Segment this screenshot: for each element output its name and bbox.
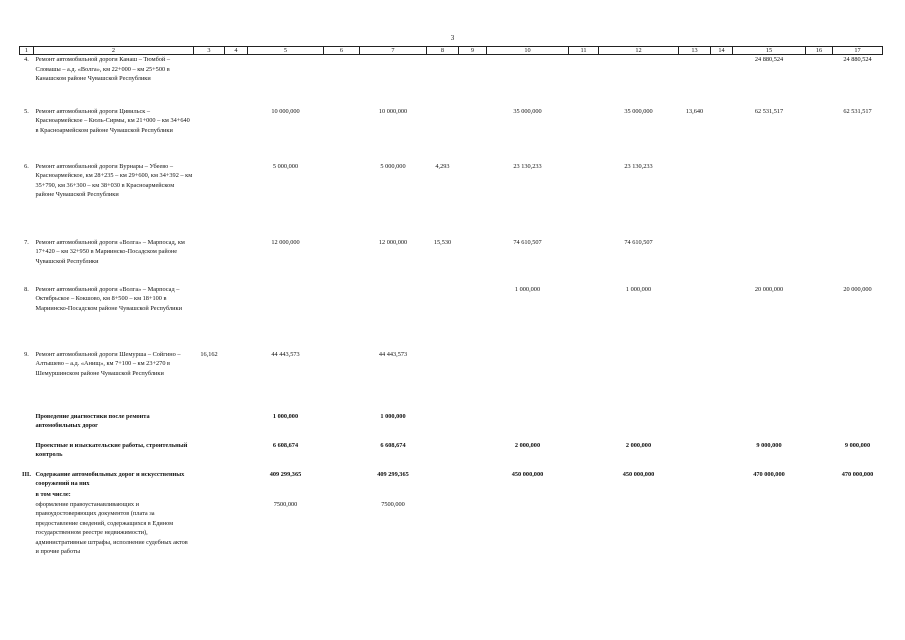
row-description: Ремонт автомобильной дороги Вурнары – Убеево – Красноармейское, км 28+235 – км 29+600, км 34+392 – км 35+790, км 36+300 – км 38+030 в Красноармейском районе Чувашской Республики <box>35 162 193 199</box>
cell-col-15: 470 000,000 <box>753 470 785 478</box>
cell-col-11 <box>569 55 599 107</box>
cell-col-7 <box>360 55 427 107</box>
cell-col-16 <box>806 162 833 238</box>
column-number-3: 3 <box>194 47 225 55</box>
cell-col-9 <box>459 285 487 350</box>
cell-col-15: 20 000,000 <box>754 285 784 293</box>
cell-col-4 <box>225 470 248 490</box>
cell-col-17: 62 531,517 <box>843 107 872 115</box>
cell-col-12: 1 000,000 <box>625 285 652 293</box>
row-index <box>20 500 34 580</box>
row-index <box>20 412 34 441</box>
cell-col-4 <box>225 285 248 350</box>
cell-col-7: 12 000,000 <box>378 238 408 246</box>
cell-col-9 <box>459 500 487 580</box>
cell-col-16 <box>806 500 833 580</box>
column-number-15: 15 <box>733 47 806 55</box>
cell-col-15 <box>733 350 806 412</box>
cell-col-10: 1 000,000 <box>514 285 541 293</box>
column-number-13: 13 <box>679 47 711 55</box>
cell-col-9 <box>459 350 487 412</box>
cell-col-14 <box>711 412 733 441</box>
cell-col-12: 450 000,000 <box>622 470 655 478</box>
cell-col-17 <box>833 490 883 500</box>
cell-col-14 <box>711 470 733 490</box>
cell-col-5 <box>248 285 324 350</box>
row-index: III. <box>22 470 31 478</box>
cell-col-8 <box>427 412 459 441</box>
cell-col-3 <box>194 490 225 500</box>
cell-col-16 <box>806 55 833 107</box>
cell-col-10 <box>487 55 569 107</box>
cell-col-11 <box>569 350 599 412</box>
cell-col-5: 44 443,573 <box>271 350 300 358</box>
cell-col-6 <box>324 55 360 107</box>
column-number-12: 12 <box>599 47 679 55</box>
cell-col-8 <box>427 441 459 470</box>
cell-col-4 <box>225 107 248 162</box>
row-index <box>20 490 34 500</box>
cell-col-16 <box>806 107 833 162</box>
cell-col-3 <box>194 412 225 441</box>
cell-col-5: 12 000,000 <box>271 238 300 246</box>
cell-col-7: 1 000,000 <box>380 412 406 420</box>
cell-col-6 <box>324 490 360 500</box>
cell-col-14 <box>711 162 733 238</box>
table-row <box>20 470 883 490</box>
cell-col-11 <box>569 441 599 470</box>
row-description: Ремонт автомобильной дороги Цивильск – Красноармейское – Кюль-Сирмы, км 21+000 – км 34+640 в Красноармейском районе Чувашской Республики <box>35 107 190 134</box>
cell-col-6 <box>324 470 360 490</box>
cell-col-13 <box>679 470 711 490</box>
cell-col-14 <box>711 285 733 350</box>
cell-col-12: 35 000,000 <box>624 107 653 115</box>
cell-col-13 <box>679 412 711 441</box>
cell-col-5 <box>248 55 324 107</box>
cell-col-13 <box>679 162 711 238</box>
cell-col-14 <box>711 490 733 500</box>
column-number-17: 17 <box>833 47 883 55</box>
cell-col-12: 23 130,233 <box>624 162 653 170</box>
column-number-11: 11 <box>569 47 599 55</box>
cell-col-3 <box>194 470 225 490</box>
cell-col-11 <box>569 162 599 238</box>
column-number-2: 2 <box>34 47 194 55</box>
cell-col-8 <box>427 500 459 580</box>
cell-col-14 <box>711 55 733 107</box>
cell-col-9 <box>459 412 487 441</box>
cell-col-16 <box>806 350 833 412</box>
cell-col-11 <box>569 470 599 490</box>
cell-col-8 <box>427 285 459 350</box>
cell-col-6 <box>324 107 360 162</box>
cell-col-11 <box>569 238 599 285</box>
cell-col-16 <box>806 490 833 500</box>
cell-col-16 <box>806 238 833 285</box>
column-number-16: 16 <box>806 47 833 55</box>
cell-col-10: 23 130,233 <box>513 162 542 170</box>
cell-col-14 <box>711 107 733 162</box>
cell-col-4 <box>225 500 248 580</box>
cell-col-13 <box>679 441 711 470</box>
cell-col-5 <box>248 490 324 500</box>
cell-col-16 <box>806 441 833 470</box>
cell-col-15 <box>733 162 806 238</box>
cell-col-9 <box>459 470 487 490</box>
page-number: 3 <box>450 34 455 42</box>
cell-col-16 <box>806 470 833 490</box>
cell-col-10 <box>487 500 569 580</box>
cell-col-15: 62 531,517 <box>754 107 784 115</box>
row-description: Ремонт автомобильной дороги Канаш – Тюмбой – Словашы – а.д. «Волга», км 22+000 – км 25+500 в Канашском районе Чувашской Республики <box>35 56 171 83</box>
cell-col-17: 24 880,524 <box>843 56 872 63</box>
column-number-10: 10 <box>487 47 569 55</box>
cell-col-3 <box>194 285 225 350</box>
cell-col-4 <box>225 55 248 107</box>
budget-table <box>19 46 883 580</box>
column-number-7: 7 <box>360 47 427 55</box>
table-row <box>20 285 883 350</box>
cell-col-12: 2 000,000 <box>625 441 652 449</box>
cell-col-12: 74 610,507 <box>624 238 653 246</box>
row-index: 9. <box>24 350 29 358</box>
cell-col-13: 13,640 <box>685 107 704 115</box>
cell-col-10 <box>487 490 569 500</box>
column-number-6: 6 <box>324 47 360 55</box>
cell-col-17 <box>833 350 883 412</box>
table-row <box>20 412 883 441</box>
cell-col-17 <box>833 162 883 238</box>
cell-col-14 <box>711 238 733 285</box>
cell-col-8 <box>427 490 459 500</box>
cell-col-4 <box>225 162 248 238</box>
row-index: 8. <box>24 285 29 293</box>
cell-col-4 <box>225 350 248 412</box>
cell-col-9 <box>459 490 487 500</box>
row-description: Ремонт автомобильной дороги «Волга» – Марпосад – Октябрьское – Кокшово, км 8+500 – км 18+100 в Мариинско-Посадском районе Чувашской Республики <box>35 285 182 312</box>
cell-col-8: 15,530 <box>433 238 452 246</box>
cell-col-14 <box>711 350 733 412</box>
column-number-row <box>20 47 883 55</box>
cell-col-5: 1 000,000 <box>272 412 299 420</box>
cell-col-12 <box>599 55 679 107</box>
cell-col-3 <box>194 162 225 238</box>
cell-col-10 <box>487 412 569 441</box>
cell-col-7 <box>360 285 427 350</box>
cell-col-9 <box>459 441 487 470</box>
cell-col-17 <box>833 238 883 285</box>
cell-col-4 <box>225 412 248 441</box>
table-row <box>20 162 883 238</box>
cell-col-3 <box>194 441 225 470</box>
row-index: 4. <box>24 56 29 63</box>
row-index <box>20 441 34 470</box>
cell-col-8 <box>427 55 459 107</box>
cell-col-3 <box>194 107 225 162</box>
cell-col-16 <box>806 285 833 350</box>
row-description: Проектные и изыскательские работы, строительный контроль <box>35 441 188 459</box>
row-description: Проведение диагностики после ремонта автомобильных дорог <box>35 412 150 430</box>
cell-col-7: 10 000,000 <box>378 107 408 115</box>
cell-col-4 <box>225 490 248 500</box>
cell-col-7: 7500,000 <box>381 500 405 508</box>
cell-col-9 <box>459 238 487 285</box>
cell-col-8 <box>427 470 459 490</box>
cell-col-10: 2 000,000 <box>514 441 541 449</box>
table-row <box>20 441 883 470</box>
cell-col-6 <box>324 441 360 470</box>
row-description: Содержание автомобильных дорог и искусственных сооружений на них <box>35 470 185 488</box>
column-number-4: 4 <box>225 47 248 55</box>
cell-col-7: 409 299,365 <box>377 470 409 478</box>
cell-col-15 <box>733 412 806 441</box>
cell-col-11 <box>569 412 599 441</box>
cell-col-13 <box>679 490 711 500</box>
cell-col-3: 16,162 <box>200 350 218 358</box>
cell-col-6 <box>324 162 360 238</box>
cell-col-12 <box>599 490 679 500</box>
cell-col-10: 450 000,000 <box>511 470 544 478</box>
cell-col-7 <box>360 490 427 500</box>
cell-col-6 <box>324 500 360 580</box>
row-index: 5. <box>24 107 29 115</box>
cell-col-12 <box>599 350 679 412</box>
cell-col-10: 74 610,507 <box>513 238 542 246</box>
cell-col-13 <box>679 238 711 285</box>
cell-col-6 <box>324 285 360 350</box>
cell-col-6 <box>324 350 360 412</box>
cell-col-5: 409 299,365 <box>269 470 302 478</box>
cell-col-10 <box>487 350 569 412</box>
cell-col-11 <box>569 500 599 580</box>
row-description: Ремонт автомобильной дороги «Волга» – Марпосад, км 17+420 – км 32+950 в Мариинско-Посадском районе Чувашской Республики <box>35 238 185 265</box>
table-row <box>20 500 883 580</box>
cell-col-16 <box>806 412 833 441</box>
row-index: 6. <box>24 162 29 170</box>
row-description: оформление правоустанавливающих и правоудостоверяющих документов (плата за предоставление сведений, содержащихся в Едином государственном реестре недвижимости), административные штрафы, исполнение судебных актов и прочие работы <box>35 500 188 556</box>
cell-col-17: 20 000,000 <box>843 285 872 293</box>
cell-col-6 <box>324 412 360 441</box>
column-number-14: 14 <box>711 47 733 55</box>
cell-col-17: 9 000,000 <box>844 441 871 449</box>
cell-col-14 <box>711 441 733 470</box>
cell-col-3 <box>194 238 225 285</box>
cell-col-15: 9 000,000 <box>756 441 782 449</box>
cell-col-11 <box>569 285 599 350</box>
cell-col-13 <box>679 55 711 107</box>
column-number-5: 5 <box>248 47 324 55</box>
cell-col-17: 470 000,000 <box>841 470 874 478</box>
cell-col-8 <box>427 107 459 162</box>
cell-col-8: 4,293 <box>435 162 450 170</box>
cell-col-15 <box>733 500 806 580</box>
table-row <box>20 238 883 285</box>
cell-col-3 <box>194 55 225 107</box>
cell-col-4 <box>225 238 248 285</box>
cell-col-6 <box>324 238 360 285</box>
table-row <box>20 107 883 162</box>
cell-col-8 <box>427 350 459 412</box>
cell-col-5: 7500,000 <box>273 500 298 508</box>
cell-col-15 <box>733 238 806 285</box>
cell-col-13 <box>679 350 711 412</box>
row-description: Ремонт автомобильной дороги Шемурша – Сойгино – Алтышево – а.д. «Анищ», км 7+100 – км 23+270 в Шемуршинском районе Чувашской Республики <box>35 350 181 377</box>
table-body <box>20 55 883 580</box>
cell-col-9 <box>459 162 487 238</box>
column-number-8: 8 <box>427 47 459 55</box>
cell-col-12 <box>599 412 679 441</box>
cell-col-13 <box>679 500 711 580</box>
cell-col-17 <box>833 412 883 441</box>
row-index: 7. <box>24 238 29 246</box>
cell-col-5: 5 000,000 <box>272 162 299 170</box>
table-row <box>20 350 883 412</box>
cell-col-15: 24 880,524 <box>754 56 784 63</box>
cell-col-11 <box>569 107 599 162</box>
cell-col-7: 6 608,674 <box>380 441 406 449</box>
cell-col-3 <box>194 500 225 580</box>
column-number-1: 1 <box>20 47 34 55</box>
cell-col-15 <box>733 490 806 500</box>
cell-col-17 <box>833 500 883 580</box>
cell-col-9 <box>459 55 487 107</box>
cell-col-7: 5 000,000 <box>380 162 406 170</box>
cell-col-9 <box>459 107 487 162</box>
cell-col-11 <box>569 490 599 500</box>
table-row <box>20 55 883 107</box>
cell-col-4 <box>225 441 248 470</box>
column-number-9: 9 <box>459 47 487 55</box>
cell-col-14 <box>711 500 733 580</box>
cell-col-7: 44 443,573 <box>378 350 408 358</box>
row-description: в том числе: <box>35 490 71 498</box>
table-row <box>20 490 883 500</box>
cell-col-5: 6 608,674 <box>272 441 299 449</box>
cell-col-12 <box>599 500 679 580</box>
cell-col-10: 35 000,000 <box>513 107 542 115</box>
cell-col-5: 10 000,000 <box>271 107 300 115</box>
cell-col-13 <box>679 285 711 350</box>
